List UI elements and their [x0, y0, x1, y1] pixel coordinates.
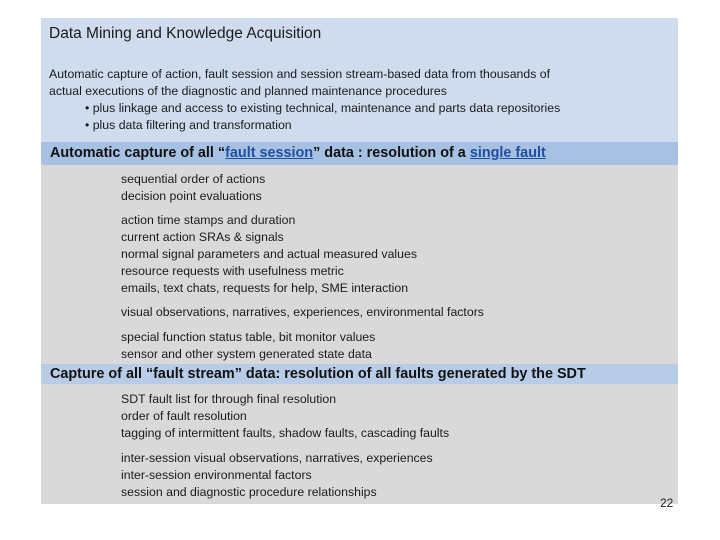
section2-group-1	[121, 391, 449, 442]
section1-heading	[50, 145, 546, 161]
list-item: inter-session visual observations, narratives, experiences	[121, 451, 433, 465]
list-item: special function status table, bit monitor values	[121, 330, 376, 344]
slide-title: Data Mining and Knowledge Acquisition	[49, 25, 322, 42]
list-item: current action SRAs & signals	[121, 230, 284, 244]
list-item: inter-session environmental factors	[121, 468, 312, 482]
page-number: 22	[660, 496, 674, 510]
intro-line-1: Automatic capture of action, fault session and session stream-based data from thousands of	[49, 67, 551, 81]
intro-bullet-2: • plus data filtering and transformation	[85, 118, 292, 132]
list-item: order of fault resolution	[121, 409, 247, 423]
list-item: action time stamps and duration	[121, 213, 296, 227]
list-item: emails, text chats, requests for help, SME interaction	[121, 281, 409, 295]
section1-group-1	[121, 171, 265, 205]
list-item: resource requests with usefulness metric	[121, 264, 344, 278]
section1-group-2	[121, 212, 417, 297]
list-item: normal signal parameters and actual measured values	[121, 247, 417, 261]
list-item: sensor and other system generated state data	[121, 347, 372, 361]
list-item: tagging of intermittent faults, shadow faults, cascading faults	[121, 426, 450, 440]
intro-line-2: actual executions of the diagnostic and planned maintenance procedures	[49, 84, 447, 98]
section1-heading-prefix: Automatic capture of all “	[50, 145, 226, 161]
list-item: visual observations, narratives, experiences, environmental factors	[121, 305, 484, 319]
fault-session-link[interactable]: fault session	[225, 145, 314, 161]
list-item: session and diagnostic procedure relationships	[121, 485, 377, 499]
list-item: sequential order of actions	[121, 172, 266, 186]
section1-heading-mid: ” data : resolution of a	[313, 145, 470, 161]
section1-group-3	[121, 304, 484, 321]
section1-group-4	[121, 329, 375, 363]
list-item: SDT fault list for through final resolution	[121, 392, 337, 406]
intro-text	[49, 66, 560, 134]
section2-group-2	[121, 450, 433, 501]
intro-bullet-1: • plus linkage and access to existing technical, maintenance and parts data repositories	[85, 101, 561, 115]
section2-heading: Capture of all “fault stream” data: resolution of all faults generated by the SDT	[50, 366, 586, 382]
list-item: decision point evaluations	[121, 189, 262, 203]
single-fault-link[interactable]: single fault	[469, 145, 546, 161]
